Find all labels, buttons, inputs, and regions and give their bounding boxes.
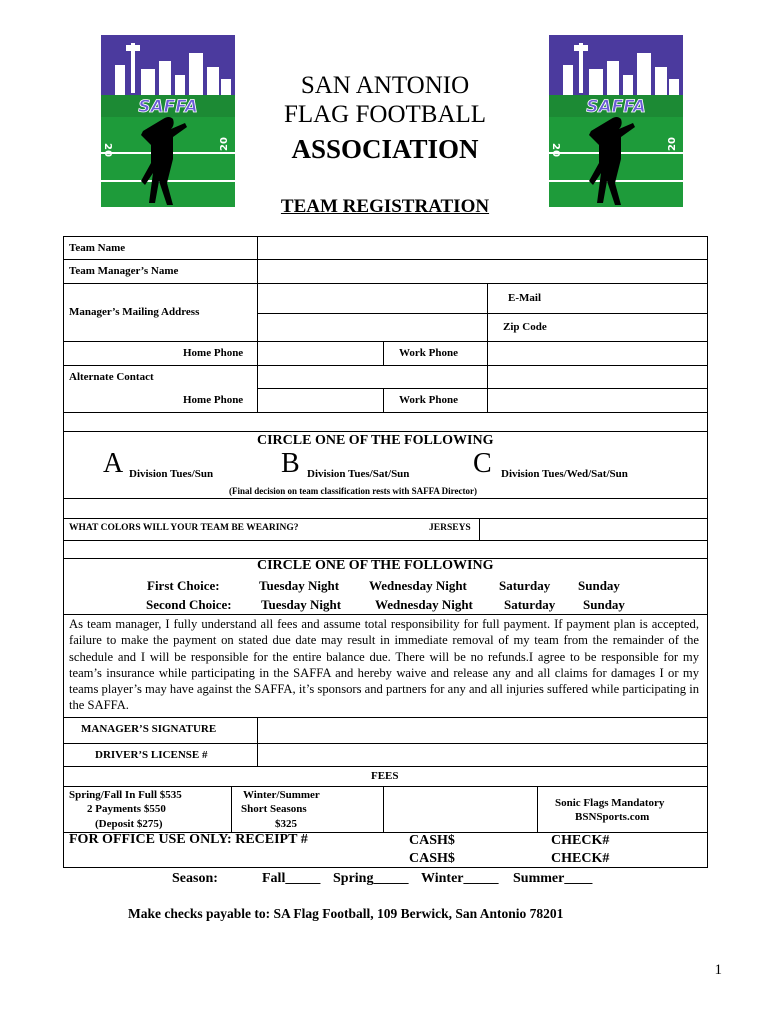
- svg-text:20: 20: [667, 137, 678, 151]
- svg-text:20: 20: [102, 143, 113, 157]
- alt-work-phone-label: Work Phone: [399, 394, 458, 406]
- alternate-contact-label: Alternate Contact: [69, 371, 154, 383]
- sonic-flags-line1: Sonic Flags Mandatory: [555, 797, 665, 809]
- fees-heading: FEES: [371, 770, 399, 782]
- second-choice-tuesday[interactable]: Tuesday Night: [261, 597, 342, 612]
- division-c-text: Division Tues/Wed/Sat/Sun: [501, 468, 628, 480]
- check-field-2: CHECK#: [551, 851, 610, 866]
- zip-code-label: Zip Code: [503, 321, 547, 333]
- division-c-letter[interactable]: C: [473, 448, 492, 479]
- season-fall[interactable]: Fall_____: [262, 871, 321, 886]
- first-choice-wednesday[interactable]: Wednesday Night: [369, 578, 467, 593]
- drivers-license-label: DRIVER’S LICENSE #: [95, 749, 208, 761]
- mailing-address-label: Manager’s Mailing Address: [69, 306, 200, 318]
- logo-wordmark-right: SAFFA: [586, 97, 646, 117]
- svg-text:20: 20: [219, 137, 230, 151]
- email-label: E-Mail: [508, 292, 541, 304]
- second-choice-wednesday[interactable]: Wednesday Night: [375, 597, 473, 612]
- check-field-1: CHECK#: [551, 833, 610, 848]
- division-b-letter[interactable]: B: [281, 448, 300, 479]
- division-a-text: Division Tues/Sun: [129, 468, 214, 480]
- title-line-3: ASSOCIATION: [291, 133, 479, 164]
- division-a-letter[interactable]: A: [103, 448, 124, 479]
- winter-fee-line3: $325: [275, 818, 297, 830]
- first-choice-tuesday[interactable]: Tuesday Night: [259, 578, 340, 593]
- home-phone-label: Home Phone: [183, 347, 244, 359]
- organization-title: [240, 72, 530, 165]
- spring-fee-line1: Spring/Fall In Full $535: [69, 789, 182, 801]
- division-note: (Final decision on team classification rests with SAFFA Director): [229, 486, 477, 496]
- season-summer[interactable]: Summer____: [513, 871, 593, 886]
- season-winter[interactable]: Winter_____: [421, 871, 499, 886]
- spring-fee-line3: (Deposit $275): [95, 818, 163, 830]
- cash-field-2: CASH$: [409, 851, 455, 866]
- jerseys-label: JERSEYS: [429, 523, 471, 533]
- cash-field-1: CASH$: [409, 833, 455, 848]
- saffa-logo-right: [549, 35, 683, 207]
- page-number: 1: [714, 962, 722, 978]
- agreement-text: As team manager, I fully understand all fees and assume total responsibility for full payment. If payment plan is accepted, failure to make the payment on stated due date may result in immediate removal of my team from the remainder of the schedule and I will be responsible for the entire balance due. There will be no refunds.I agree to be responsible for my team’s insurance while participating in the SAFFA and hereby waive and release any and all claims for damages I or my teams player’s may have against the SAFFA, it’s sponsors and partners for any and all injuries suffered while participating in the SAFFA.: [69, 617, 699, 713]
- team-name-label: Team Name: [69, 242, 126, 254]
- alt-home-phone-label: Home Phone: [183, 394, 244, 406]
- manager-signature-label: MANAGER’S SIGNATURE: [81, 723, 217, 735]
- winter-fee-line2: Short Seasons: [241, 803, 307, 815]
- season-spring[interactable]: Spring_____: [333, 871, 409, 886]
- first-choice-label: First Choice:: [147, 578, 220, 593]
- division-heading: CIRCLE ONE OF THE FOLLOWING: [257, 433, 494, 448]
- payable-instructions: Make checks payable to: SA Flag Football, 109 Berwick, San Antonio 78201: [128, 906, 564, 921]
- saffa-logo-left: [101, 35, 235, 207]
- office-use-label: FOR OFFICE USE ONLY: RECEIPT #: [69, 832, 308, 847]
- registration-form: [63, 236, 708, 868]
- sonic-flags-line2: BSNSports.com: [575, 811, 650, 823]
- manager-name-label: Team Manager’s Name: [69, 265, 179, 277]
- logo-wordmark-left: SAFFA: [138, 97, 198, 117]
- schedule-heading: CIRCLE ONE OF THE FOLLOWING: [257, 558, 494, 573]
- svg-text:20: 20: [550, 143, 561, 157]
- division-b-text: Division Tues/Sat/Sun: [307, 468, 410, 480]
- second-choice-sunday[interactable]: Sunday: [583, 597, 625, 612]
- first-choice-saturday[interactable]: Saturday: [499, 578, 551, 593]
- winter-fee-line1: Winter/Summer: [243, 789, 320, 801]
- second-choice-label: Second Choice:: [146, 597, 232, 612]
- season-label: Season:: [172, 871, 218, 886]
- title-line-1: SAN ANTONIO: [300, 72, 470, 99]
- spring-fee-line2: 2 Payments $550: [87, 803, 166, 815]
- title-line-2: FLAG FOOTBALL: [283, 100, 487, 128]
- second-choice-saturday[interactable]: Saturday: [504, 597, 556, 612]
- work-phone-label: Work Phone: [399, 347, 458, 359]
- form-title: TEAM REGISTRATION: [280, 196, 490, 217]
- first-choice-sunday[interactable]: Sunday: [578, 578, 620, 593]
- team-colors-question: WHAT COLORS WILL YOUR TEAM BE WEARING?: [69, 523, 299, 533]
